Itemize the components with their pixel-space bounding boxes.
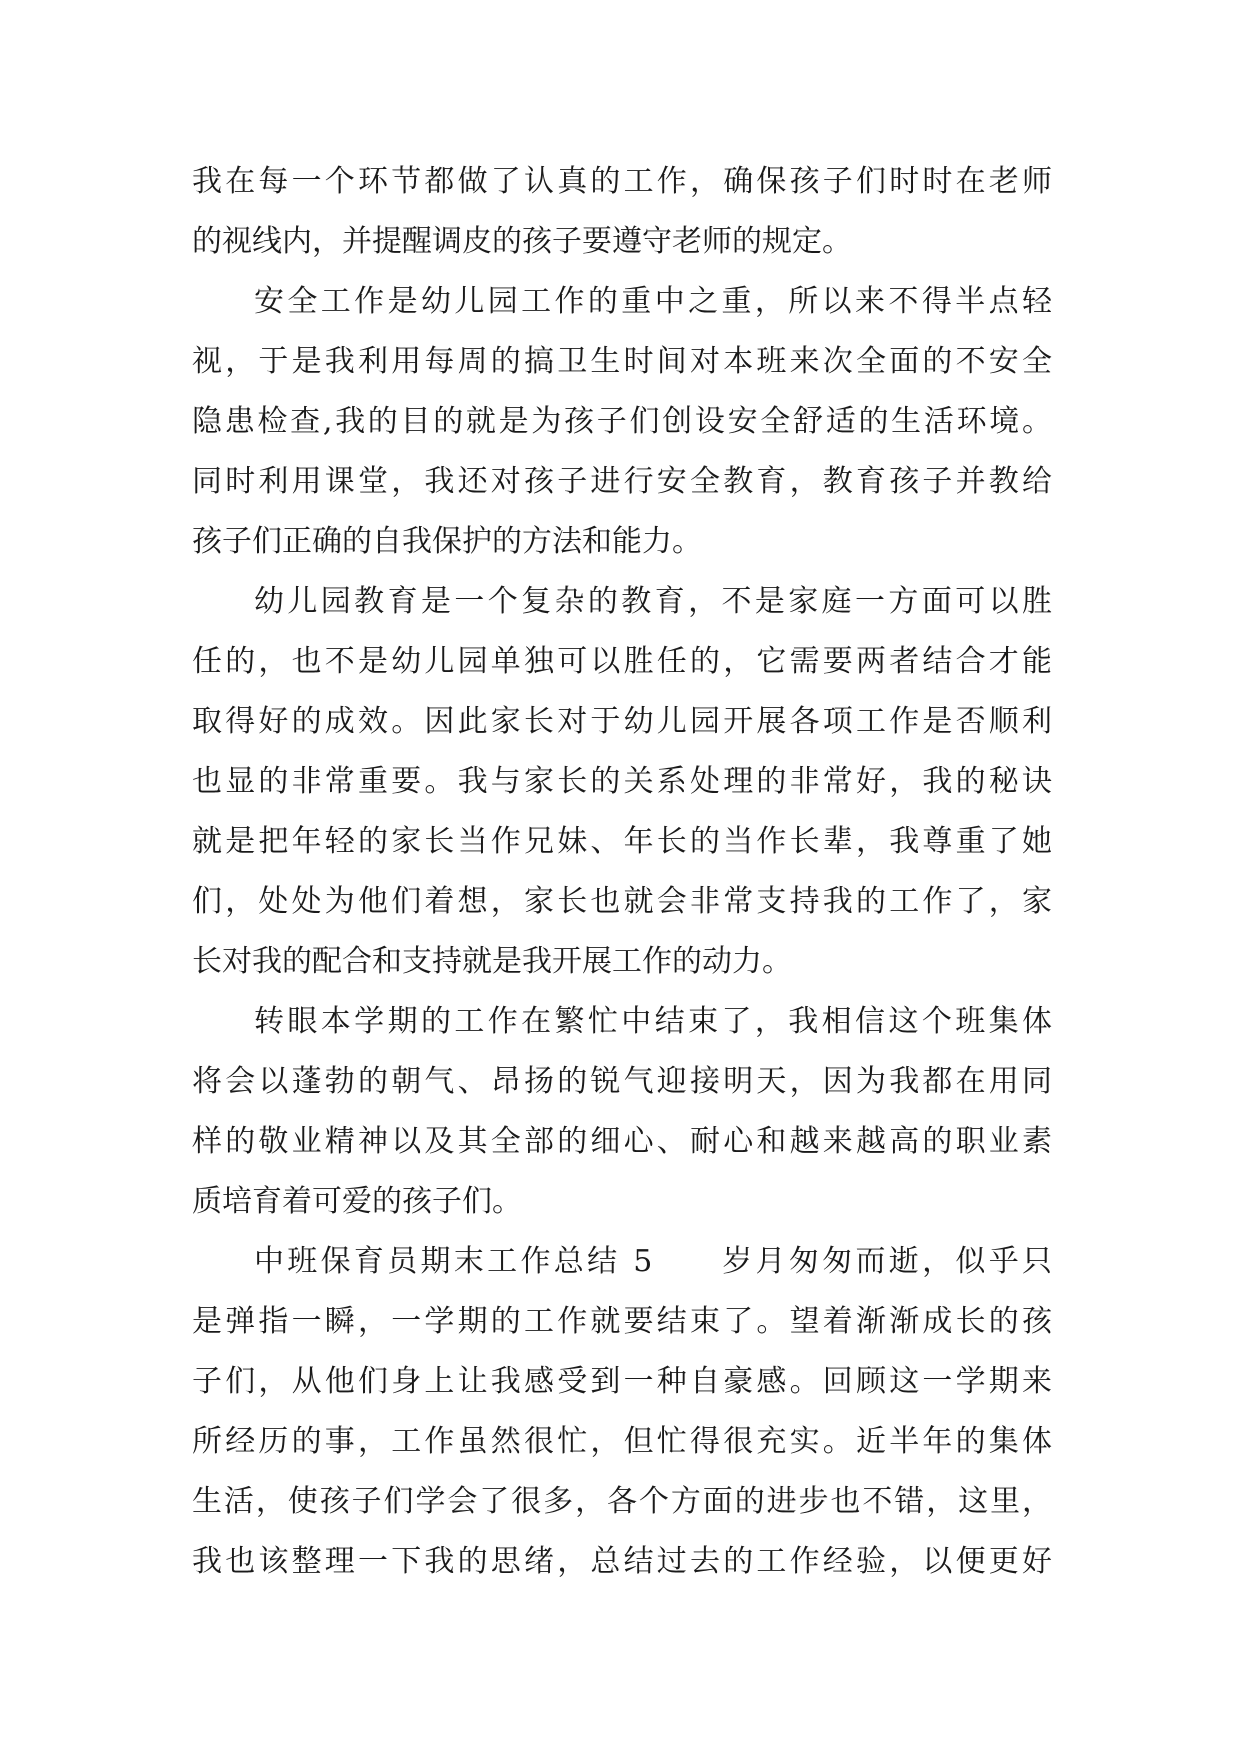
text-line: 就是把年轻的家长当作兄妹、年长的当作长辈，我尊重了她 xyxy=(192,824,1052,859)
text-line: 隐患检查,我的目的就是为孩子们创设安全舒适的生活环境。 xyxy=(192,404,1052,439)
text-line: 所经历的事，工作虽然很忙，但忙得很充实。近半年的集体 xyxy=(192,1424,1052,1459)
text-line: 长对我的配合和支持就是我开展工作的动力。 xyxy=(192,944,792,979)
text-line: 也显的非常重要。我与家长的关系处理的非常好，我的秘诀 xyxy=(192,764,1052,799)
body-text xyxy=(192,152,1052,1592)
text-line: 我也该整理一下我的思绪，总结过去的工作经验，以便更好 xyxy=(192,1544,1052,1579)
text-line: 视，于是我利用每周的搞卫生时间对本班来次全面的不安全 xyxy=(192,344,1052,379)
text-line: 安全工作是幼儿园工作的重中之重，所以来不得半点轻 xyxy=(254,284,1052,319)
text-line: 子们，从他们身上让我感受到一种自豪感。回顾这一学期来 xyxy=(192,1364,1052,1399)
text-line: 转眼本学期的工作在繁忙中结束了，我相信这个班集体 xyxy=(254,1004,1052,1039)
text-line: 生活，使孩子们学会了很多，各个方面的进步也不错，这里， xyxy=(192,1484,1052,1519)
text-line: 质培育着可爱的孩子们。 xyxy=(192,1184,522,1219)
text-line: 任的，也不是幼儿园单独可以胜任的，它需要两者结合才能 xyxy=(192,644,1052,679)
text-line: 的视线内，并提醒调皮的孩子要遵守老师的规定。 xyxy=(192,224,852,259)
text-line: 中班保育员期末工作总结 5 岁月匆匆而逝，似乎只 xyxy=(254,1244,1052,1279)
text-line: 们，处处为他们着想，家长也就会非常支持我的工作了，家 xyxy=(192,884,1052,919)
text-line: 将会以蓬勃的朝气、昂扬的锐气迎接明天，因为我都在用同 xyxy=(192,1064,1052,1099)
text-line: 是弹指一瞬，一学期的工作就要结束了。望着渐渐成长的孩 xyxy=(192,1304,1052,1339)
text-line: 同时利用课堂，我还对孩子进行安全教育，教育孩子并教给 xyxy=(192,464,1052,499)
text-line: 孩子们正确的自我保护的方法和能力。 xyxy=(192,524,702,559)
text-line: 样的敬业精神以及其全部的细心、耐心和越来越高的职业素 xyxy=(192,1124,1052,1159)
text-line: 我在每一个环节都做了认真的工作，确保孩子们时时在老师 xyxy=(192,164,1052,199)
text-line: 取得好的成效。因此家长对于幼儿园开展各项工作是否顺利 xyxy=(192,704,1052,739)
text-line: 幼儿园教育是一个复杂的教育，不是家庭一方面可以胜 xyxy=(254,584,1052,619)
